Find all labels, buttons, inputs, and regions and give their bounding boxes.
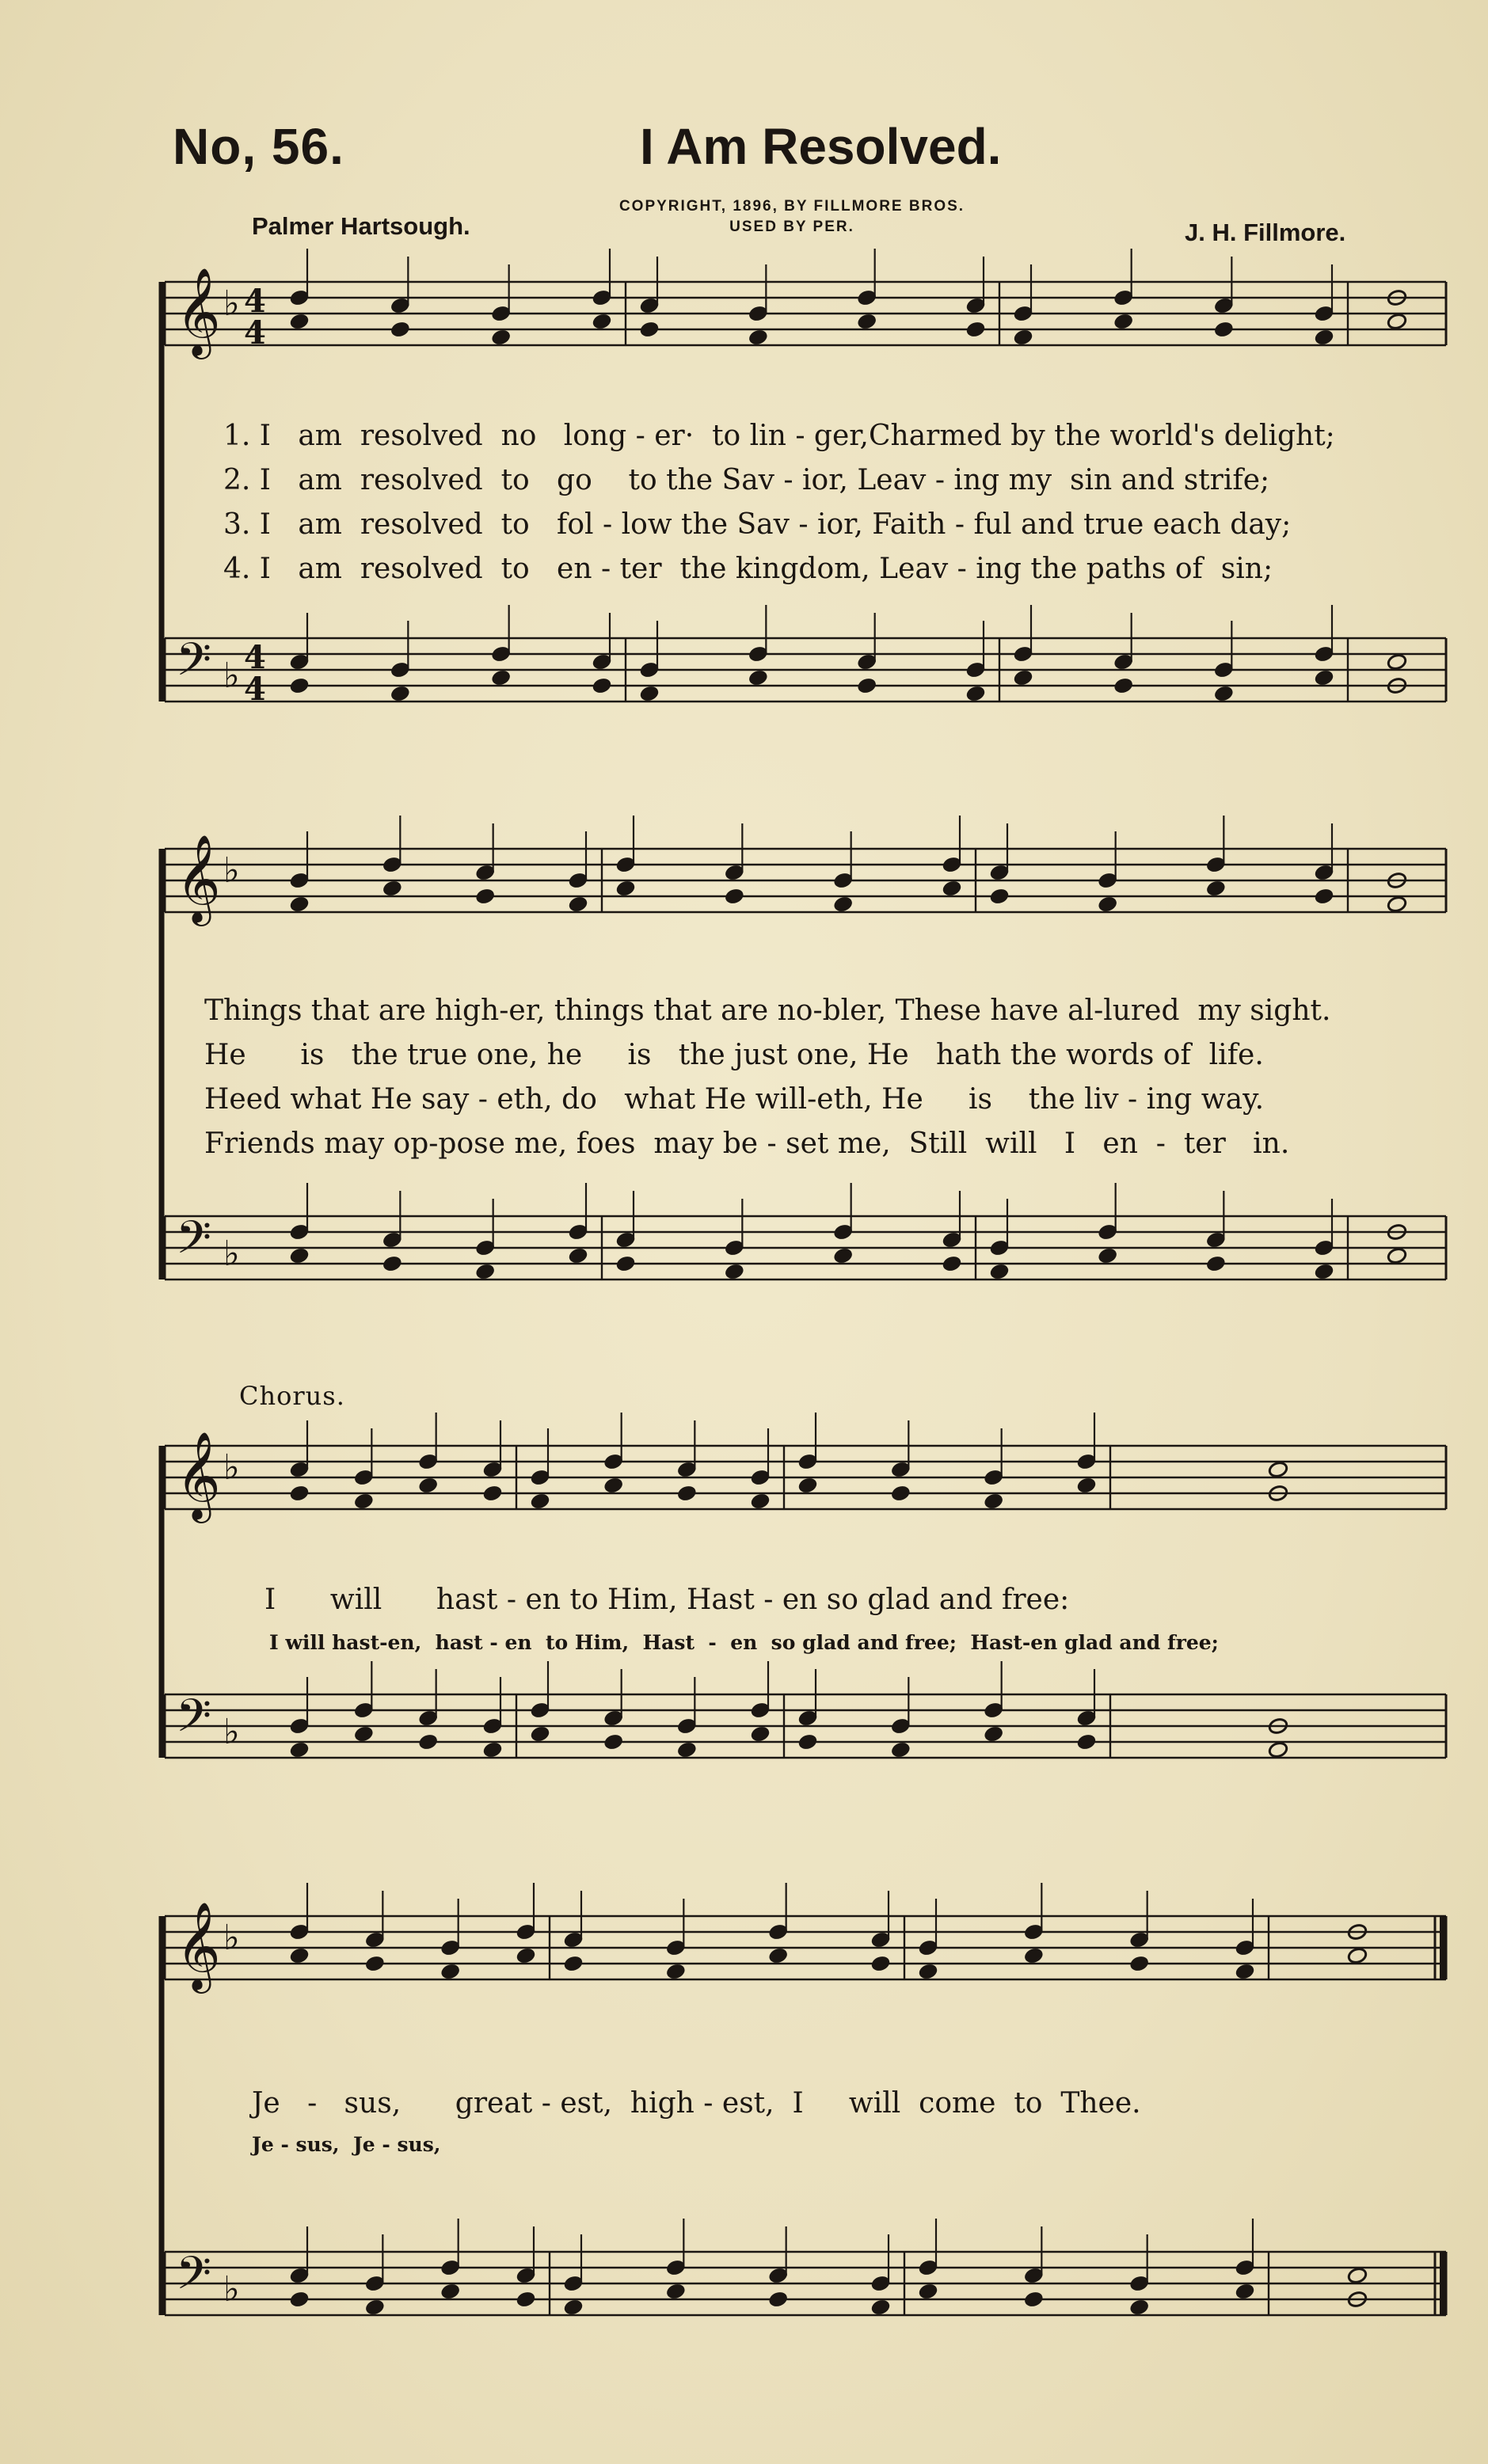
lyricist-credit: Palmer Hartsough. [252,212,470,240]
svg-text:𝄢: 𝄢 [176,1689,212,1754]
verse-1-line-a: 1. I am resolved no long - er· to lin - ger,Charmed by the world's delight; [223,420,1335,452]
svg-text:𝄢: 𝄢 [176,633,212,698]
permission-line: USED BY PER. [729,219,854,235]
svg-text:𝄢: 𝄢 [176,1211,212,1276]
verse-4-line-b: Friends may op-pose me, foes may be - set me, Still will I en - ter in. [204,1127,1290,1160]
svg-text:𝄞: 𝄞 [176,834,221,922]
svg-text:♭: ♭ [223,283,240,324]
verse-3-line-b: Heed what He say - eth, do what He will-eth, He is the liv - ing way. [204,1083,1265,1116]
svg-text:4: 4 [244,314,266,352]
svg-text:4: 4 [244,283,266,320]
svg-text:♭: ♭ [223,656,240,696]
chorus-lyric-2: Je - sus, great - est, high - est, I will come to Thee. [252,2087,1141,2120]
composer-credit: J. H. Fillmore. [1185,219,1346,246]
svg-text:♭: ♭ [223,1234,240,1274]
chorus-label: Chorus. [239,1381,345,1411]
copyright-line: COPYRIGHT, 1896, BY FILLMORE BROS. [618,198,965,215]
svg-text:♭: ♭ [223,850,240,891]
svg-text:𝄞: 𝄞 [176,267,221,356]
verse-4-line-a: 4. I am resolved to en - ter the kingdom, Leav - ing the paths of sin; [223,553,1273,585]
svg-text:♭: ♭ [223,1712,240,1752]
svg-text:♭: ♭ [223,2269,240,2310]
hymn-title: I Am Resolved. [640,118,1002,175]
verse-2-line-a: 2. I am resolved to go to the Sav - ior, Leav - ing my sin and strife; [223,464,1270,496]
chorus-lyric-1: I will hast - en to Him, Hast - en so glad and free: [264,1584,1070,1616]
verse-3-line-a: 3. I am resolved to fol - low the Sav - ior, Faith - ful and true each day; [223,508,1292,541]
verse-1-line-b: Things that are high-er, things that are no-bler, These have al-lured my sight. [204,994,1331,1027]
chorus-alto-lyric-2: Je - sus, Je - sus, [252,2133,441,2156]
svg-text:♭: ♭ [223,1447,240,1488]
svg-text:𝄞: 𝄞 [176,1431,221,1519]
svg-text:4: 4 [244,671,266,708]
svg-text:𝄞: 𝄞 [176,1901,221,1990]
chorus-alto-lyric-1: I will hast-en, hast - en to Him, Hast - en so glad and free; Hast-en glad and free; [269,1631,1219,1654]
svg-text:4: 4 [244,639,266,676]
hymn-number: No, 56. [173,118,344,175]
verse-2-line-b: He is the true one, he is the just one, He hath the words of life. [204,1039,1264,1071]
svg-text:♭: ♭ [223,1918,240,1958]
svg-text:𝄢: 𝄢 [176,2246,212,2311]
